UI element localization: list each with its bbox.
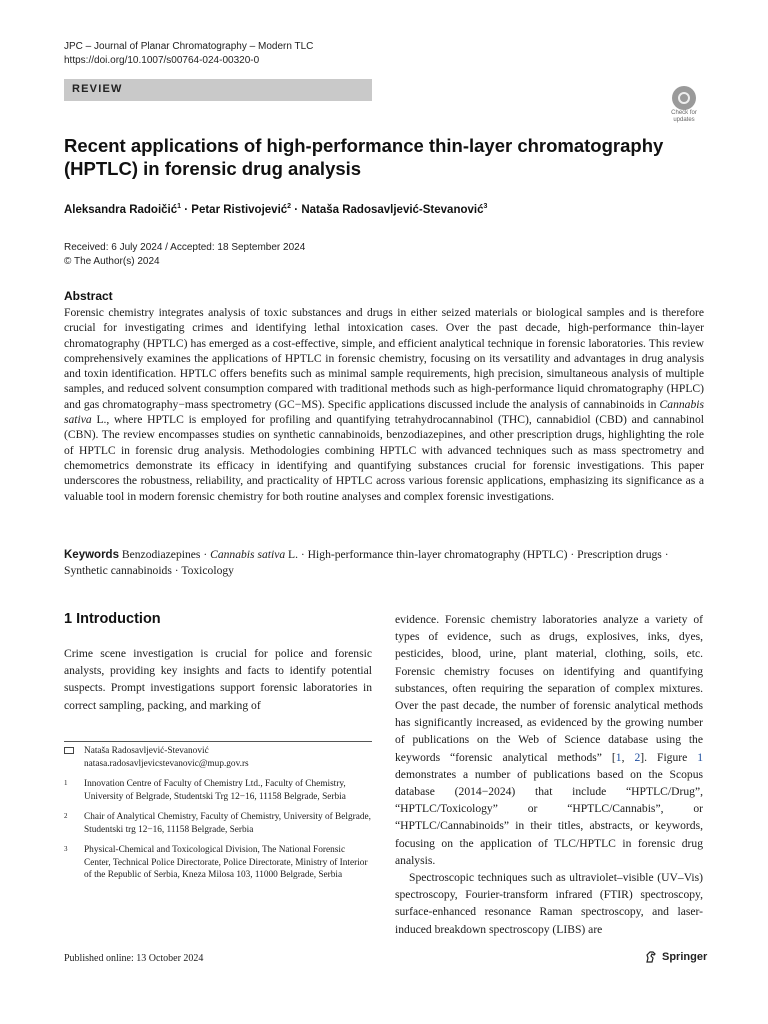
- intro-left-column: Crime scene investigation is crucial for police and forensic analysts, providing key insights and facts to identify potential suspects. Prompt investigations support forensic laboratories in correct sampling, packing, and marking of: [64, 647, 372, 712]
- citation-link[interactable]: 2: [634, 750, 641, 764]
- keywords-heading: Keywords: [64, 549, 119, 561]
- affiliation-note: [64, 811, 372, 836]
- affiliation-number: 3: [64, 845, 68, 853]
- figure-link[interactable]: 1: [697, 750, 704, 764]
- author-affiliation-mark: 3: [483, 203, 488, 210]
- intro-paragraph: evidence. Forensic chemistry laboratories analyze a variety of types of evidence, such as drugs, explosives, inks, dyes, pesticides, blood, urine, plant material, clothing, soils, etc. Forensic chemistry focuses on identifying and quantifying substances, often requiring the separation of complex mixtures. Over the past decade, the number of forensic analytical methods has significantly increased, as evidenced by the growing number of publications on the Web of Science database using the keywords “forensic analytical methods” [1, 2]. Figure 1 demonstrates a number of publications based on the Scopus database (2014−2024) that include “HPTLC/Drug”, “HPTLC/Toxicology” or “HPTLC/Cannabis”, or “HPTLC/Cannabinoids” in their titles, abstracts, or keywords, focusing on the application of TLC/HPTLC in forensic drug analysis.: [395, 613, 704, 867]
- author-separator: ·: [291, 203, 302, 216]
- affiliation-text: Chair of Analytical Chemistry, Faculty of Chemistry, University of Belgrade, Studentski trg 12−16, 11158 Belgrade, Serbia: [84, 812, 371, 835]
- author-list: [64, 203, 487, 216]
- check-updates-line2: updates: [673, 117, 695, 123]
- affiliation-note: [64, 844, 372, 882]
- author-name[interactable]: Aleksandra Radoičić: [64, 203, 178, 216]
- corresponding-email[interactable]: natasa.radosavljevicstevanovic@mup.gov.rs: [84, 758, 249, 769]
- abstract-heading: Abstract: [64, 289, 113, 303]
- check-for-updates-badge[interactable]: [665, 86, 703, 124]
- envelope-icon: [64, 747, 74, 754]
- author-name[interactable]: Nataša Radosavljević-Stevanović: [301, 203, 484, 216]
- abstract-italic: Cannabis sativa: [64, 397, 704, 427]
- affiliation-text: Innovation Centre of Faculty of Chemistry Ltd., Faculty of Chemistry, University of Belgrade, Studentski Trg 12−16, 11158 Belgrade, Serbia: [84, 779, 346, 802]
- affiliation-text: Physical-Chemical and Toxicological Division, The National Forensic Center, Technical Police Directorate, Police Directorate, Ministry of Interior of the Republic of Serbia, Kneza Milosa 103, 11000 Belgrade, Serbia: [84, 845, 368, 880]
- keyword-text: Benzodiazepines ·: [121, 548, 211, 561]
- publisher-logo: [644, 950, 707, 964]
- footnotes: [64, 745, 372, 890]
- article-dates: [64, 241, 305, 269]
- journal-name: JPC – Journal of Planar Chromatography – Modern TLC: [64, 41, 314, 52]
- intro-right-column: [395, 611, 703, 938]
- abstract-body: [64, 305, 704, 504]
- author-name[interactable]: Petar Ristivojević: [191, 203, 288, 216]
- keyword-italic: Cannabis sativa: [210, 548, 286, 561]
- keyword-text: L. · High-performance thin-layer chromatography (HPTLC) · Prescription drugs · Synthetic cannabinoids · Toxicology: [64, 548, 669, 577]
- section-label: REVIEW: [72, 83, 123, 95]
- keywords: [64, 547, 704, 579]
- check-updates-line1: Check for: [671, 110, 697, 116]
- journal-header: [64, 40, 313, 68]
- article-title: Recent applications of high-performance thin-layer chromatography (HPTLC) in forensic drug analysis: [64, 135, 664, 179]
- section-label-bar: [64, 79, 372, 101]
- affiliation-number: 2: [64, 812, 68, 820]
- abstract-text-2: L., where HPTLC is employed for profiling and quantifying tetrahydrocannabinol (THC), cannabidiol (CBD) and cannabinol (CBN). The review encompasses studies on synthetic cannabinoids, benzodiazepines, and other prescription drugs, highlighting the role of HPTLC in forensic drug analysis. Methodologies combining HPTLC with advanced techniques such as mass spectrometry and chemometrics demonstrate its efficacy in identifying and quantifying substances crucial for forensic investigations. This paper underscores the robustness, reliability, and practicality of HPTLC across various forensic applications, emphasizing its significance as a valuable tool in modern forensic chemistry for both routine analyses and complex forensic investigations.: [64, 413, 704, 503]
- published-date: Published online: 13 October 2024: [64, 953, 204, 964]
- doi-link[interactable]: https://doi.org/10.1007/s00764-024-00320-0: [64, 55, 260, 66]
- copyright: © The Author(s) 2024: [64, 256, 160, 267]
- received-accepted: Received: 6 July 2024 / Accepted: 18 September 2024: [64, 242, 306, 253]
- author-affiliation-mark: 2: [287, 203, 292, 210]
- springer-horse-icon: [644, 950, 658, 964]
- check-for-updates-icon: [672, 86, 696, 110]
- section-heading-introduction: 1 Introduction: [64, 611, 161, 627]
- affiliation-note: [64, 778, 372, 803]
- affiliation-number: 1: [64, 779, 68, 787]
- abstract-text-1: Forensic chemistry integrates analysis of toxic substances and drugs in either seized materials or biological samples and is therefore crucial for investigating crimes and identifying lethal intoxication cases. Over the past decade, high-performance thin-layer chromatography (HPTLC) has emerged as a cost-effective, simple, and efficient analytical technique in forensic laboratories. This review comprehensively examines the applications of HPTLC in forensic chemistry, focusing on its versatility and advantages in drug analysis and toxin identification. HPTLC offers benefits such as minimal sample requirements, high precision, simultaneous analysis of multiple samples, and reduced solvent consumption compared with traditional methods such as high-performance liquid chromatography (HPLC) and gas chromatography−mass spectrometry (GC−MS). Specific applications discussed include the analysis of cannabinoids in: [64, 306, 704, 411]
- publisher-name: Springer: [662, 951, 708, 963]
- intro-paragraph: Spectroscopic techniques such as ultraviolet–visible (UV–Vis) spectroscopy, Fourier-transform infrared (FTIR) spectroscopy, surface-enhanced resonance Raman spectroscopy, and laser-induced breakdown spectroscopy (LIBS) are: [395, 871, 703, 936]
- footnote-divider: [64, 741, 372, 742]
- citation-link[interactable]: 1: [615, 750, 622, 764]
- corresponding-name: Nataša Radosavljević-Stevanović: [84, 746, 209, 756]
- author-affiliation-mark: 1: [177, 203, 182, 210]
- author-separator: ·: [181, 203, 192, 216]
- corresponding-author-note: [64, 745, 372, 770]
